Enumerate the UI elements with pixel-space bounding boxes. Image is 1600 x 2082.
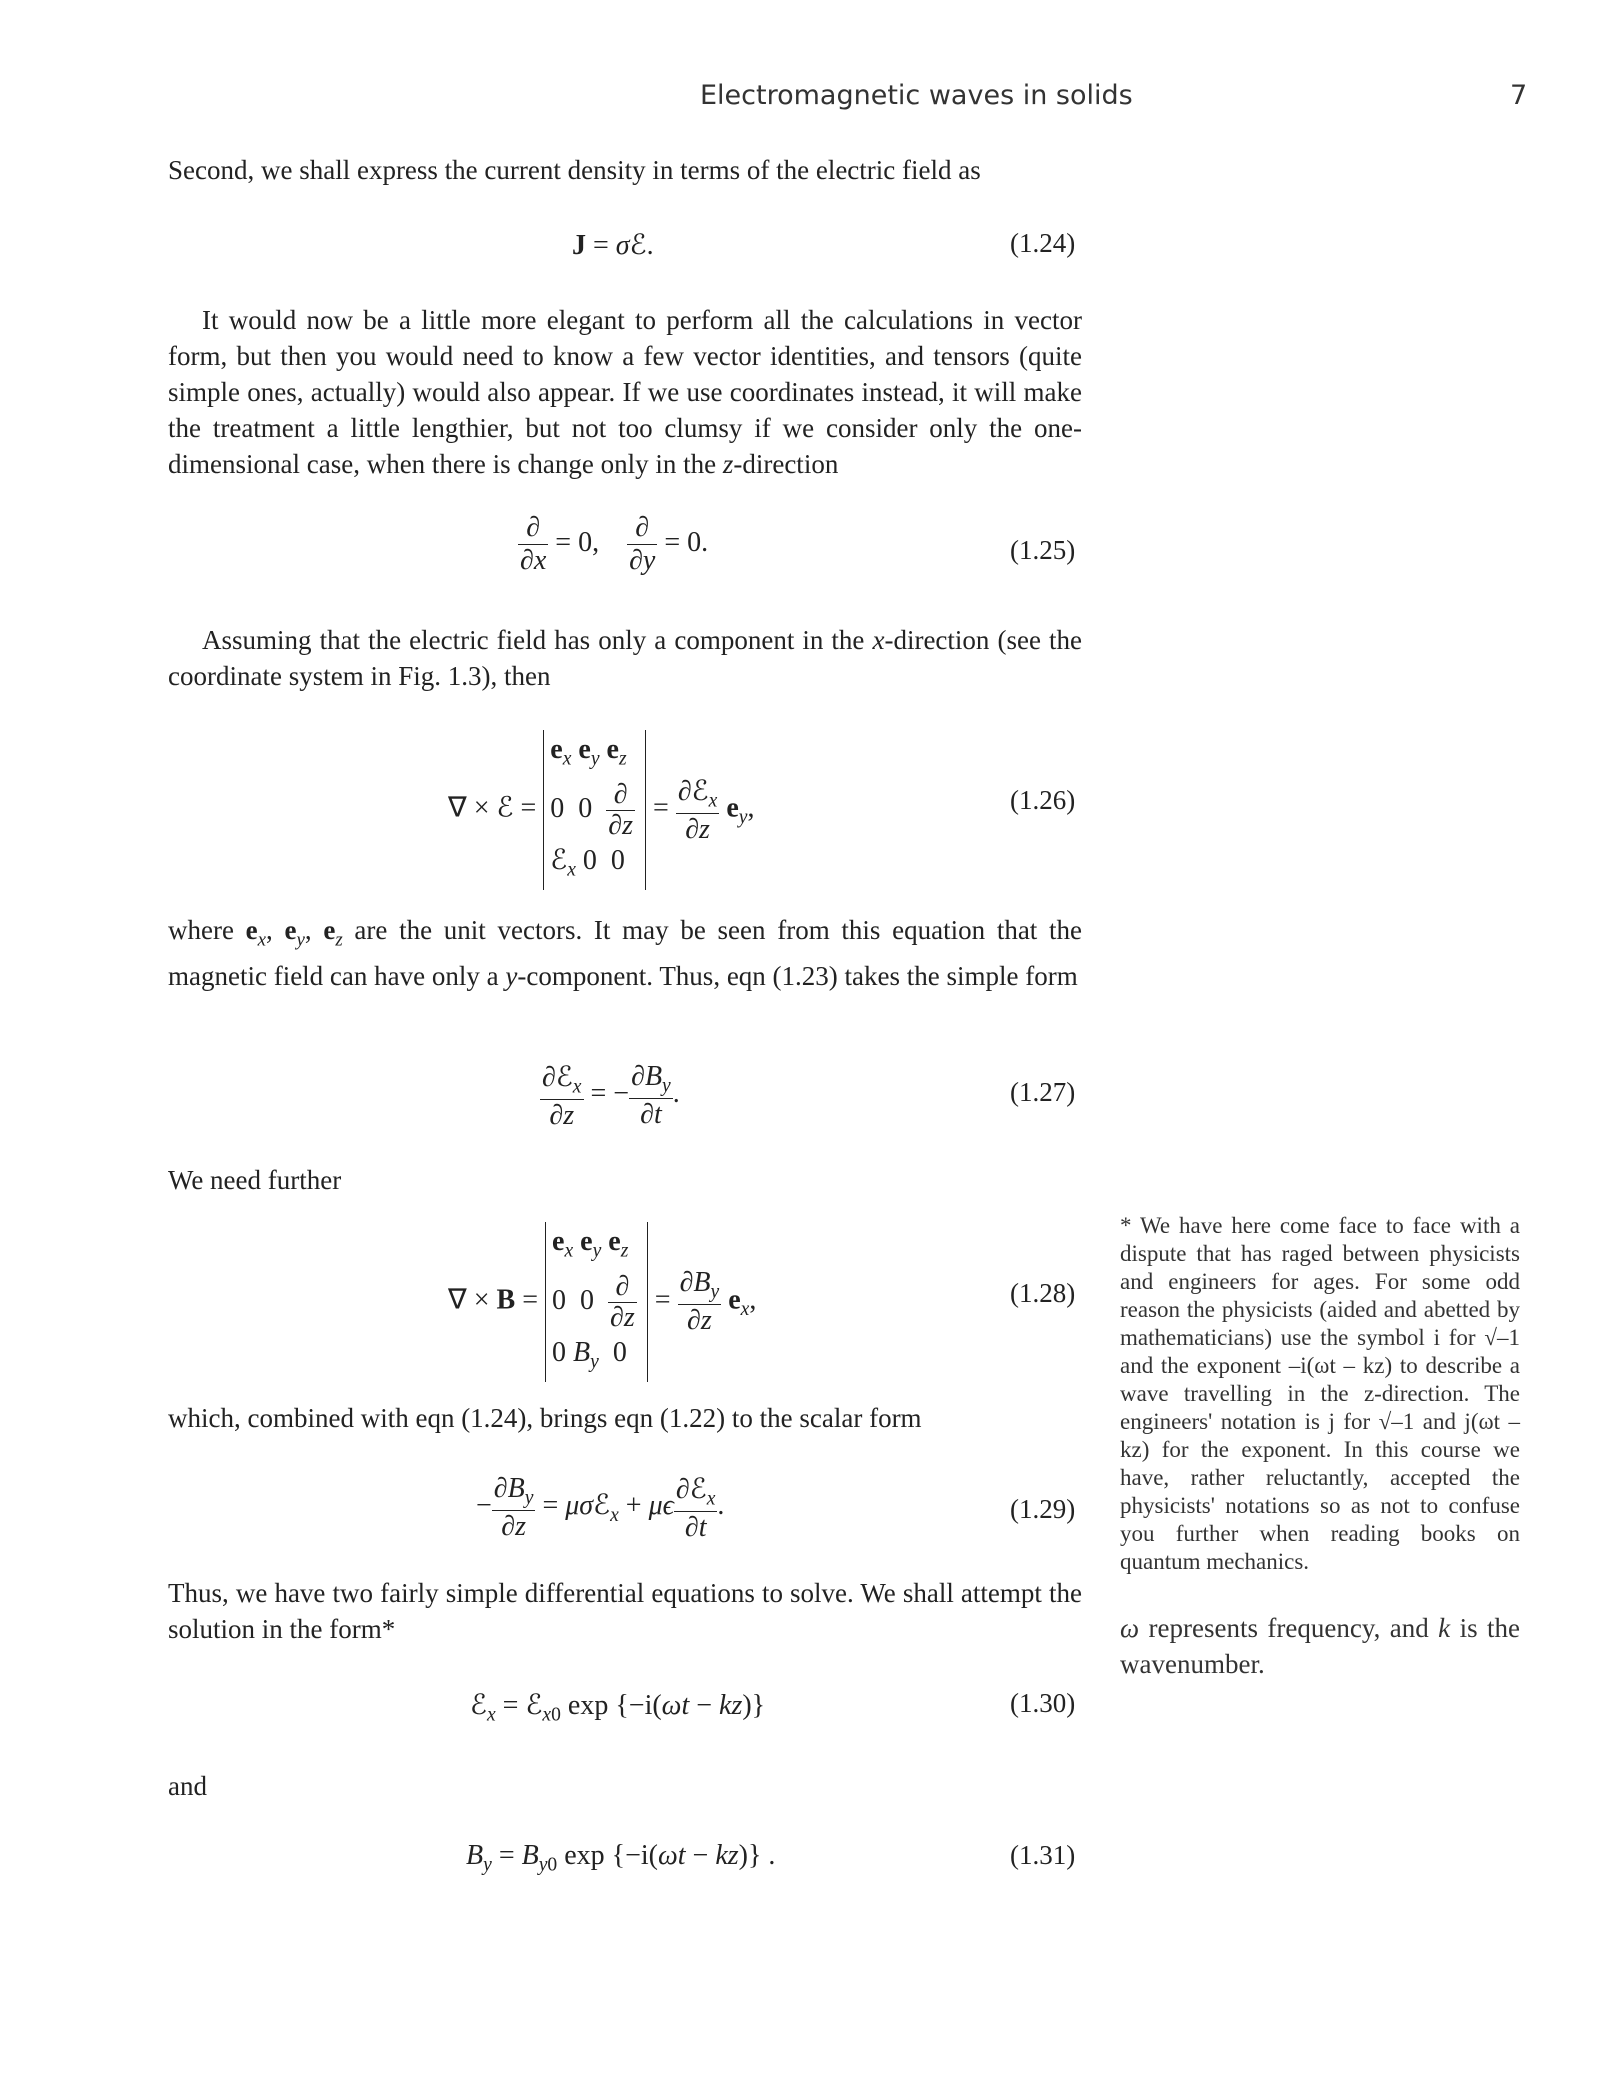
- paragraph-8: and: [168, 1771, 207, 1801]
- margin-note-text-b: is the wavenumber.: [1120, 1613, 1520, 1679]
- paragraph-4: where $e_x$, $e_y$, $e_z$ are the unit vectors. It may be seen from this equation that the magnetic field can have only a y-component. Thus, eqn (1.23) takes the simple form: [168, 915, 1082, 992]
- equation-number-1-24: (1.24): [1010, 228, 1076, 258]
- determinant-1-26: $e_x$ $e_y$ $e_z$ 0 0 $\frac{\partial}{\partial z}$ ℰ$_x$ 0 0: [543, 730, 646, 890]
- paragraph-2: [168, 302, 1082, 482]
- paragraph-4-variable: y: [505, 961, 518, 992]
- footnote: * We have here come face to face with a dispute that has raged between physicists and engineers for ages. For some odd reason the physicists (aided and abetted by mathematicians) use the symbol i for √–1 and the exponent –i(ωt – kz) to describe a wave travelling in the z-direction. The engineers' notation is j for √–1 and j(ωt – kz) for the exponent. In this course we have, rather reluctantly, accepted the physicists' notations so as not to confuse you further when reading books on quantum mechanics.: [1120, 1213, 1520, 1574]
- margin-note-k: k: [1438, 1613, 1451, 1643]
- equation-1-27: $\frac{\partial ℰ_x}{\partial z}$ = − $\frac{\partial B_y}{\partial t}$ .: [542, 1061, 680, 1131]
- paragraph-1: Second, we shall express the current density in terms of the electric field as: [168, 155, 981, 185]
- equation-number-1-25: (1.25): [1010, 535, 1076, 565]
- equation-1-28: ∇ × $B = e_x$ $e_y$ $e_z$ 0 0 $\frac{\partial}{\partial z}$ 0 $B_y$ 0 = $\frac{\partial B_y}{\partial z}$ $e_x$,: [448, 1222, 756, 1382]
- equation-number-1-28: (1.28): [1010, 1278, 1076, 1308]
- paragraph-3: [168, 622, 1082, 694]
- equation-number-1-29: (1.29): [1010, 1494, 1076, 1524]
- page-number: 7: [1510, 80, 1528, 111]
- paragraph-7: Thus, we have two fairly simple differential equations to solve. We shall attempt the solution in the form*: [168, 1578, 1082, 1644]
- paragraph-5: We need further: [168, 1165, 342, 1195]
- equation-1-30: ℰ$_x$ = ℰ$_{x0}$ exp {−i(ωt − kz)}: [470, 1690, 766, 1726]
- margin-note-omega: ω: [1120, 1613, 1140, 1643]
- equation-1-24: J = σℰ.: [572, 230, 654, 261]
- paragraph-4-text-a: where: [168, 915, 246, 945]
- paragraph-4-text-c: -component. Thus, eqn (1.23) takes the simple form: [517, 961, 1078, 992]
- determinant-1-28: $e_x$ $e_y$ $e_z$ 0 0 $\frac{\partial}{\partial z}$ 0 $B_y$ 0: [545, 1222, 648, 1382]
- margin-note-text-a: represents frequency, and: [1139, 1613, 1439, 1643]
- equation-number-1-30: (1.30): [1010, 1688, 1076, 1718]
- paragraph-2-variable: z: [722, 449, 734, 479]
- paragraph-6: which, combined with eqn (1.24), brings eqn (1.22) to the scalar form: [168, 1403, 922, 1433]
- running-header: Electromagnetic waves in solids: [700, 80, 1133, 111]
- equation-1-29: − $\frac{\partial B_y}{\partial z}$ = μσℰ$_x$ + μϵ $\frac{\partial ℰ_x}{\partial t}$ .: [476, 1473, 725, 1543]
- equation-number-1-26: (1.26): [1010, 785, 1076, 815]
- margin-note: [1120, 1610, 1520, 1682]
- paragraph-4-text-b: are the unit vectors. It may be seen from this equation that the magnetic field can have only a: [168, 915, 1082, 992]
- equation-1-25: $\frac{\partial}{\partial x}$ = 0, $\frac{\partial}{\partial y}$ = 0.: [520, 512, 709, 576]
- paragraph-3-text-a: Assuming that the electric field has only a component in the: [202, 625, 873, 655]
- unit-vector-ex: e: [245, 915, 258, 945]
- paragraph-3-variable: x: [872, 625, 885, 655]
- equation-number-1-27: (1.27): [1010, 1077, 1076, 1107]
- paragraph-3-text-b: -direction (see the coordinate system in Fig. 1.3), then: [168, 625, 1082, 691]
- paragraph-2-text-a: It would now be a little more elegant to perform all the calculations in vector form, but then you would need to know a few vector identities, and tensors (quite simple ones, actually) would also appear. If we use coordinates instead, it will make the treatment a little lengthier, but not too clumsy if we consider only the one-dimensional case, when there is change only in the: [168, 305, 1082, 479]
- equation-1-31: $B_y = B_{y0}$ exp {−i(ωt − kz)} .: [466, 1840, 776, 1876]
- paragraph-2-text-b: -direction: [733, 449, 839, 479]
- equation-number-1-31: (1.31): [1010, 1840, 1076, 1870]
- equation-1-26: ∇ × ℰ = $e_x$ $e_y$ $e_z$ 0 0 $\frac{\partial}{\partial z}$ ℰ$_x$ 0 0 = $\frac{\partial ℰ_x}{\partial z}$ $e_y$,: [448, 730, 754, 890]
